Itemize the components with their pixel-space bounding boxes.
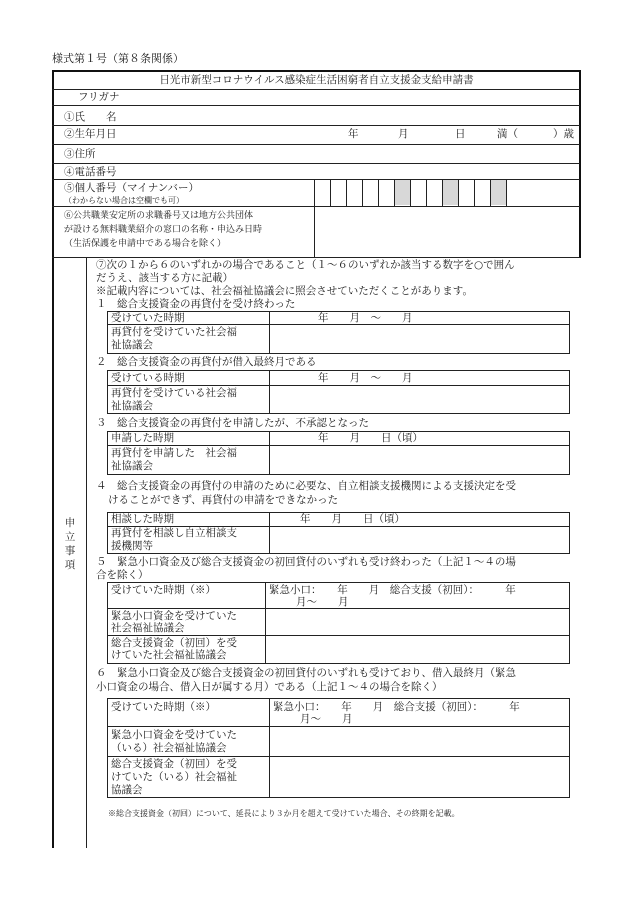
mynumber-label: ⑤個人番号（マイナンバー） bbox=[64, 182, 200, 194]
case5-emergency-council-label-2: 社会福祉協議会 bbox=[111, 622, 185, 634]
age-prefix: 満（ bbox=[497, 128, 518, 140]
row-divider bbox=[52, 125, 580, 126]
case6-general-council-label-1: 総合支援資金（初回）を受 bbox=[111, 758, 237, 770]
intro-note: ※記載内容については、社会福祉協議会に照会させていただくことがあります。 bbox=[96, 285, 473, 297]
side-column-line bbox=[86, 257, 87, 848]
case6-general-council-label-2: けていた（いる）社会福祉 bbox=[111, 771, 237, 783]
case3-council-label-1: 再貸付を申請した 社会福 bbox=[111, 447, 237, 459]
case6-period-value-line1[interactable]: 緊急小口： 年 月 総合支援（初回）： 年 bbox=[273, 701, 520, 713]
case5-heading-line2: 合を除く） bbox=[96, 569, 149, 581]
case5-table-right bbox=[569, 582, 570, 664]
birth-year-unit: 年 bbox=[348, 128, 359, 140]
case1-table-bottom bbox=[107, 353, 570, 354]
case1-council-label-1: 再貸付を受けていた社会福 bbox=[111, 326, 237, 338]
mynumber-input[interactable] bbox=[315, 181, 578, 205]
case6-heading-line2: 小口資金の場合、借入日が属する月）である（上記１～４の場合を除く） bbox=[96, 681, 443, 693]
birth-month-unit: 月 bbox=[398, 128, 409, 140]
case2-table-bottom bbox=[107, 413, 570, 414]
case6-emergency-council-label-1: 緊急小口資金を受けていた bbox=[111, 729, 237, 741]
case5-table-top bbox=[107, 582, 570, 583]
case6-period-value-line2[interactable]: 月～ 月 bbox=[300, 713, 353, 725]
case2-table-top bbox=[107, 370, 570, 371]
case2-heading: ２ 総合支援資金の再貸付が借入最終月である bbox=[96, 356, 317, 368]
job-search-label-line3: （生活保護を申請中である場合を除く） bbox=[64, 239, 227, 249]
case3-heading: ３ 総合支援資金の再貸付を申請したが、不承認となった bbox=[96, 417, 369, 429]
case2-table-right bbox=[569, 370, 570, 414]
phone-label: ④電話番号 bbox=[64, 166, 117, 178]
case4-agency-label-1: 再貸付を相談し自立相談支 bbox=[111, 527, 237, 539]
case2-council-label-1: 再貸付を受けている社会福 bbox=[111, 387, 237, 399]
case6-general-council-field[interactable] bbox=[270, 757, 568, 796]
job-search-field[interactable] bbox=[315, 207, 578, 256]
case4-table-bottom bbox=[107, 553, 570, 554]
case5-emergency-council-label-1: 緊急小口資金を受けていた bbox=[111, 610, 237, 622]
footnote: ※総合支援資金（初回）について、延長により３か月を超えて受けていた場合、その終期を記載。 bbox=[108, 809, 460, 818]
frame-right-line bbox=[579, 70, 581, 258]
case1-table-left bbox=[107, 311, 108, 354]
age-suffix: ）歳 bbox=[553, 128, 574, 140]
case3-council-label-2: 祉協議会 bbox=[111, 460, 153, 472]
phone-field[interactable] bbox=[270, 164, 578, 178]
case6-table-right bbox=[569, 698, 570, 798]
case5-emergency-council-field[interactable] bbox=[266, 609, 568, 634]
case3-table-right bbox=[569, 431, 570, 475]
birthdate-label: ②生年月日 bbox=[64, 128, 117, 140]
case5-general-council-label-2: けていた社会福祉協議会 bbox=[111, 649, 227, 661]
case3-date-value[interactable]: 年 月 日（頃） bbox=[318, 432, 423, 444]
address-field[interactable] bbox=[270, 145, 578, 162]
side-label-4: 項 bbox=[64, 559, 76, 571]
case4-heading-line2: けることができず、再貸付の申請をできなかった bbox=[108, 494, 339, 506]
case4-date-value[interactable]: 年 月 日（頃） bbox=[300, 513, 405, 525]
case6-table-left bbox=[107, 698, 108, 798]
case3-council-field[interactable] bbox=[270, 446, 568, 473]
case4-date-label: 相談した時期 bbox=[111, 513, 174, 525]
case1-council-label-2: 祉協議会 bbox=[111, 339, 153, 351]
mynumber-note: （わからない場合は空欄でも可） bbox=[64, 196, 184, 205]
case6-general-council-label-3: 協議会 bbox=[111, 784, 143, 796]
case1-period-value[interactable]: 年 月 ～ 月 bbox=[318, 312, 413, 324]
case2-period-value[interactable]: 年 月 ～ 月 bbox=[318, 372, 413, 384]
case1-heading: １ 総合支援資金の再貸付を受け終わった bbox=[96, 298, 296, 310]
case2-table-left bbox=[107, 370, 108, 414]
case4-agency-field[interactable] bbox=[270, 527, 568, 552]
case4-agency-label-2: 援機関等 bbox=[111, 540, 153, 552]
case2-council-label-2: 祉協議会 bbox=[111, 400, 153, 412]
job-search-label-line1: ⑥公共職業安定所の求職番号又は地方公共団体 bbox=[64, 211, 254, 221]
frame-top-line bbox=[52, 70, 580, 72]
case5-general-council-label-1: 総合支援資金（初回）を受 bbox=[111, 637, 237, 649]
case4-heading-line1: ４ 総合支援資金の再貸付の申請のために必要な、自立相談支援機関による支援決定を受 bbox=[96, 480, 516, 492]
case2-period-label: 受けている時期 bbox=[111, 372, 185, 384]
name-field[interactable] bbox=[270, 106, 578, 124]
case5-table-bottom bbox=[107, 663, 570, 664]
case3-table-left bbox=[107, 431, 108, 475]
case1-table-right bbox=[569, 311, 570, 354]
case4-table-right bbox=[569, 512, 570, 554]
case6-table-bottom bbox=[107, 797, 570, 798]
case5-period-value-line1[interactable]: 緊急小口： 年 月 総合支援（初回）： 年 bbox=[269, 584, 516, 596]
case6-period-label: 受けていた時期（※） bbox=[111, 701, 216, 713]
intro-line1: ⑦次の１から６のいずれかの場合であること（１～６のいずれか該当する数字を○で囲ん bbox=[96, 259, 515, 271]
case5-general-council-field[interactable] bbox=[266, 636, 568, 662]
form-number: 様式第１号（第８条関係） bbox=[52, 52, 184, 65]
case5-heading-line1: ５ 緊急小口資金及び総合支援資金の初回貸付のいずれも受け終わった（上記１～４の場 bbox=[96, 556, 516, 568]
case4-table-left bbox=[107, 512, 108, 554]
intro-line2: だうえ、該当する方に記載） bbox=[96, 272, 234, 284]
furigana-field[interactable] bbox=[270, 90, 578, 104]
case3-date-label: 申請した時期 bbox=[111, 432, 174, 444]
furigana-label: フリガナ bbox=[78, 91, 120, 103]
name-label: ①氏 名 bbox=[64, 111, 117, 123]
case6-emergency-council-field[interactable] bbox=[270, 727, 568, 755]
case1-council-field[interactable] bbox=[270, 325, 568, 352]
case5-period-value-line2[interactable]: 月～ 月 bbox=[296, 596, 349, 608]
case5-period-label: 受けていた時期（※） bbox=[111, 584, 216, 596]
section-divider bbox=[52, 257, 580, 258]
birth-day-unit: 日 bbox=[455, 128, 466, 140]
frame-left-line bbox=[52, 70, 54, 848]
case2-council-field[interactable] bbox=[270, 386, 568, 412]
case6-heading-line1: ６ 緊急小口資金及び総合支援資金の初回貸付のいずれも受けており、借入最終月（緊急 bbox=[96, 667, 516, 679]
side-label-3: 事 bbox=[64, 545, 76, 557]
address-label: ③住所 bbox=[64, 148, 96, 160]
case1-period-label: 受けていた時期 bbox=[111, 312, 185, 324]
case5-table-left bbox=[107, 582, 108, 664]
case6-emergency-council-label-2: （いる）社会福祉協議会 bbox=[111, 742, 227, 754]
job-search-label-line2: が設ける無料職業紹介の窓口の名称・申込み日時 bbox=[64, 225, 263, 235]
side-label-1: 申 bbox=[64, 517, 76, 529]
side-label-2: 立 bbox=[64, 531, 76, 543]
form-title: 日光市新型コロナウイルス感染症生活困窮者自立支援金支給申請書 bbox=[159, 74, 474, 86]
column-divider bbox=[314, 207, 315, 257]
case3-table-bottom bbox=[107, 474, 570, 475]
case6-table-top bbox=[107, 698, 570, 699]
